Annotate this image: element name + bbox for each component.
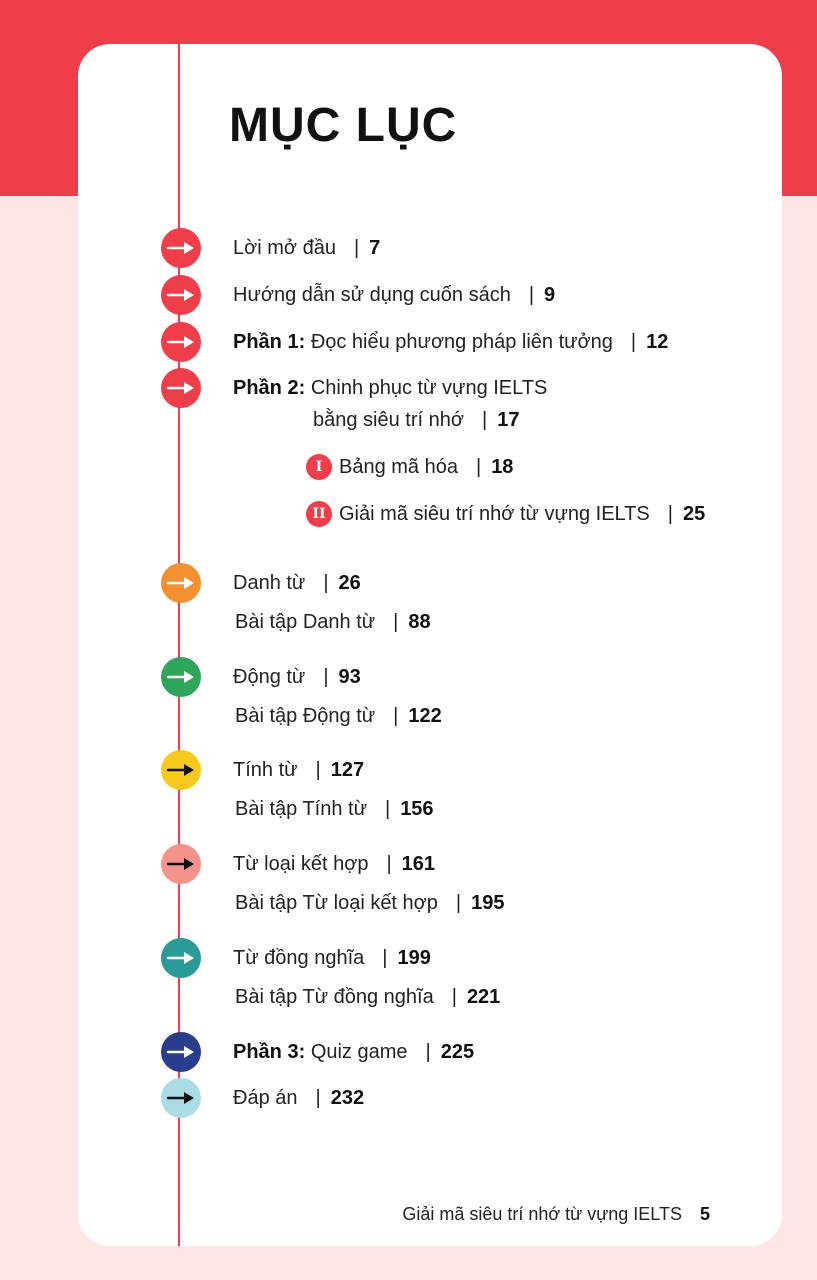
entry-text: Giải mã siêu trí nhớ từ vựng IELTS	[339, 503, 650, 525]
page-number: 225	[440, 1041, 475, 1063]
page-number: 221	[466, 986, 501, 1008]
entry-text: Đáp án	[233, 1087, 298, 1109]
roman-numeral-badge: I	[306, 454, 332, 480]
separator: |	[528, 284, 535, 306]
entry-text: Bài tập Động từ	[235, 705, 376, 727]
page-number: 232	[330, 1087, 365, 1109]
toc-entry-loi-mo-dau[interactable]	[233, 234, 380, 262]
page-number: 25	[682, 503, 706, 525]
separator: |	[315, 1087, 321, 1109]
entry-text: Danh từ	[233, 572, 306, 594]
separator: |	[667, 503, 673, 525]
toc-entry-tu-loai-ket-hop[interactable]	[233, 850, 435, 878]
separator: |	[323, 572, 329, 594]
page-number: 9	[544, 284, 556, 306]
part-label: Phần 1:	[233, 331, 306, 353]
page-number: 12	[646, 331, 669, 353]
separator: |	[382, 947, 388, 969]
toc-entry-giai-ma[interactable]	[339, 500, 705, 528]
part-label: Phần 2:	[233, 377, 306, 399]
separator: |	[323, 666, 329, 688]
arrow-right-icon	[161, 844, 201, 884]
entry-text: Từ đồng nghĩa	[233, 947, 365, 969]
separator: |	[425, 1041, 431, 1063]
toc-entry-bai-tap-dong-tu[interactable]	[235, 702, 442, 730]
toc-entry-phan-1[interactable]	[233, 328, 668, 356]
separator: |	[451, 986, 457, 1008]
arrow-right-icon	[161, 563, 201, 603]
page-number: 18	[491, 456, 514, 478]
toc-entry-bai-tap-tu-loai[interactable]	[235, 889, 505, 917]
separator: |	[384, 798, 391, 820]
toc-entry-phan-2-cont[interactable]	[313, 406, 519, 434]
separator: |	[475, 456, 482, 478]
separator: |	[353, 237, 360, 259]
toc-entry-bang-ma-hoa[interactable]	[339, 453, 513, 481]
entry-text: Quiz game	[310, 1041, 408, 1063]
toc-entry-danh-tu[interactable]	[233, 569, 361, 597]
page-number: 199	[397, 947, 431, 969]
page-number: 93	[338, 666, 361, 688]
entry-text: Bài tập Từ loại kết hợp	[235, 892, 438, 914]
toc-entry-phan-2[interactable]	[233, 374, 547, 402]
separator: |	[393, 611, 399, 633]
part-label: Phần 3:	[233, 1041, 306, 1063]
separator: |	[455, 892, 462, 914]
arrow-right-icon	[161, 275, 201, 315]
separator: |	[315, 759, 321, 781]
footer-page-number: 5	[699, 1204, 710, 1224]
entry-text: Lời mở đầu	[233, 237, 336, 259]
entry-text: Bài tập Tính từ	[235, 798, 367, 820]
separator: |	[393, 705, 399, 727]
page-footer	[402, 1204, 710, 1225]
toc-entry-tu-dong-nghia[interactable]	[233, 944, 431, 972]
toc-entry-dong-tu[interactable]	[233, 663, 361, 691]
arrow-right-icon	[161, 368, 201, 408]
toc-entry-bai-tap-danh-tu[interactable]	[235, 608, 431, 636]
toc-entry-bai-tap-tu-dong-nghia[interactable]	[235, 983, 500, 1011]
entry-text-line-1: Chinh phục từ vựng IELTS	[310, 377, 548, 399]
arrow-right-icon	[161, 322, 201, 362]
entry-text: Bảng mã hóa	[339, 456, 458, 478]
page-number: 26	[338, 572, 361, 594]
toc-entry-bai-tap-tinh-tu[interactable]	[235, 795, 434, 823]
page-number: 156	[400, 798, 434, 820]
toc-entry-dap-an[interactable]	[233, 1084, 364, 1112]
entry-text: Bài tập Danh từ	[235, 611, 376, 633]
arrow-right-icon	[161, 1078, 201, 1118]
page-number: 161	[401, 853, 436, 875]
entry-text: Động từ	[233, 666, 306, 688]
page-number: 195	[471, 892, 505, 914]
toc-entry-tinh-tu[interactable]	[233, 756, 364, 784]
page-title: MỤC LỤC	[229, 99, 458, 152]
arrow-right-icon	[161, 1032, 201, 1072]
page-number: 127	[330, 759, 365, 781]
roman-numeral-badge: II	[306, 501, 332, 527]
separator: |	[386, 853, 392, 875]
entry-text-line-2: bằng siêu trí nhớ	[313, 409, 464, 431]
entry-text: Bài tập Từ đồng nghĩa	[235, 986, 434, 1008]
entry-text: Hướng dẫn sử dụng cuốn sách	[233, 284, 511, 306]
arrow-right-icon	[161, 228, 201, 268]
entry-text: Tính từ	[233, 759, 298, 781]
page-number: 7	[369, 237, 381, 259]
separator: |	[482, 409, 488, 431]
page-number: 122	[408, 705, 442, 727]
entry-text: Từ loại kết hợp	[233, 853, 369, 875]
arrow-right-icon	[161, 657, 201, 697]
separator: |	[630, 331, 637, 353]
entry-text: Đọc hiểu phương pháp liên tưởng	[310, 331, 613, 353]
arrow-right-icon	[161, 750, 201, 790]
page-number: 88	[408, 611, 431, 633]
footer-book-title: Giải mã siêu trí nhớ từ vựng IELTS	[402, 1204, 682, 1224]
toc-entry-phan-3[interactable]	[233, 1038, 474, 1066]
toc-entry-huong-dan[interactable]	[233, 281, 555, 309]
page-number: 17	[497, 409, 520, 431]
arrow-right-icon	[161, 938, 201, 978]
